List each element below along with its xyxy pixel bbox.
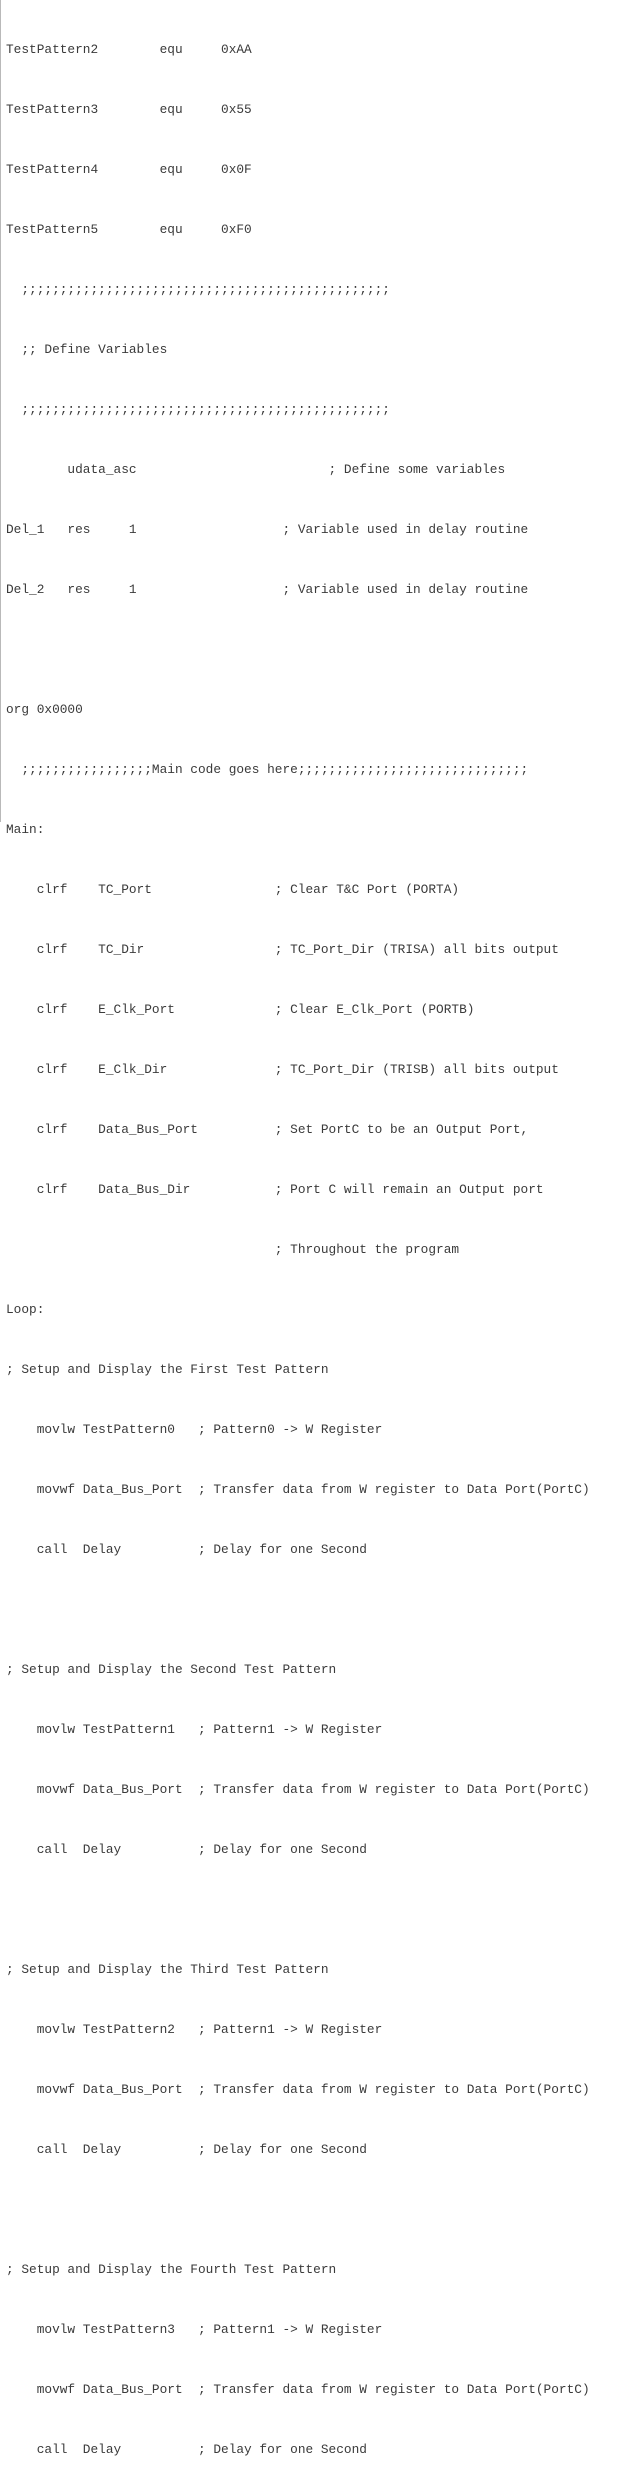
assembly-code-listing: [6, 0, 626, 2480]
code-line: Del_2 res 1 ; Variable used in delay routine: [6, 582, 529, 597]
left-border-line: [0, 0, 1, 822]
code-line: call Delay ; Delay for one Second: [6, 1542, 367, 1557]
code-line: ; Setup and Display the Fourth Test Pattern: [6, 2262, 337, 2277]
code-line: movwf Data_Bus_Port ; Transfer data from W register to Data Port(PortC): [6, 2382, 590, 2397]
code-line: org 0x0000: [6, 702, 83, 717]
code-line: ;;;;;;;;;;;;;;;;;;;;;;;;;;;;;;;;;;;;;;;;;;;;;;;;: [6, 282, 390, 297]
code-line: clrf E_Clk_Dir ; TC_Port_Dir (TRISB) all bits output: [6, 1062, 559, 1077]
code-line: TestPattern5 equ 0xF0: [6, 222, 252, 237]
code-line: Del_1 res 1 ; Variable used in delay routine: [6, 522, 529, 537]
code-line: clrf E_Clk_Port ; Clear E_Clk_Port (PORTB): [6, 1002, 475, 1017]
code-line: movlw TestPattern3 ; Pattern1 -> W Register: [6, 2322, 383, 2337]
code-line: movwf Data_Bus_Port ; Transfer data from W register to Data Port(PortC): [6, 2082, 590, 2097]
code-line: TestPattern3 equ 0x55: [6, 102, 252, 117]
code-line: movwf Data_Bus_Port ; Transfer data from W register to Data Port(PortC): [6, 1782, 590, 1797]
code-line: ;; Define Variables: [6, 342, 168, 357]
code-line: [6, 2200, 626, 2220]
code-line: ;;;;;;;;;;;;;;;;;;;;;;;;;;;;;;;;;;;;;;;;;;;;;;;;: [6, 402, 390, 417]
code-line: call Delay ; Delay for one Second: [6, 2142, 367, 2157]
code-line: [6, 1900, 626, 1920]
code-line: movlw TestPattern2 ; Pattern1 -> W Register: [6, 2022, 383, 2037]
code-line: [6, 1600, 626, 1620]
code-line: ;;;;;;;;;;;;;;;;;Main code goes here;;;;;;;;;;;;;;;;;;;;;;;;;;;;;;: [6, 762, 529, 777]
code-line: Main:: [6, 822, 45, 837]
code-line: ; Setup and Display the Second Test Pattern: [6, 1662, 337, 1677]
code-line: movlw TestPattern1 ; Pattern1 -> W Register: [6, 1722, 383, 1737]
code-line: clrf TC_Dir ; TC_Port_Dir (TRISA) all bits output: [6, 942, 559, 957]
code-line: ; Setup and Display the First Test Pattern: [6, 1362, 329, 1377]
code-line: call Delay ; Delay for one Second: [6, 1842, 367, 1857]
code-line: movlw TestPattern0 ; Pattern0 -> W Register: [6, 1422, 383, 1437]
code-line: udata_asc ; Define some variables: [6, 462, 506, 477]
code-line: TestPattern2 equ 0xAA: [6, 42, 252, 57]
code-line: [6, 640, 626, 660]
code-line: ; Setup and Display the Third Test Pattern: [6, 1962, 329, 1977]
code-line: TestPattern4 equ 0x0F: [6, 162, 252, 177]
code-line: clrf Data_Bus_Dir ; Port C will remain an Output port: [6, 1182, 544, 1197]
code-line: call Delay ; Delay for one Second: [6, 2442, 367, 2457]
code-line: movwf Data_Bus_Port ; Transfer data from W register to Data Port(PortC): [6, 1482, 590, 1497]
code-line: clrf TC_Port ; Clear T&C Port (PORTA): [6, 882, 460, 897]
code-line: ; Throughout the program: [6, 1242, 460, 1257]
code-line: clrf Data_Bus_Port ; Set PortC to be an Output Port,: [6, 1122, 529, 1137]
code-line: Loop:: [6, 1302, 45, 1317]
